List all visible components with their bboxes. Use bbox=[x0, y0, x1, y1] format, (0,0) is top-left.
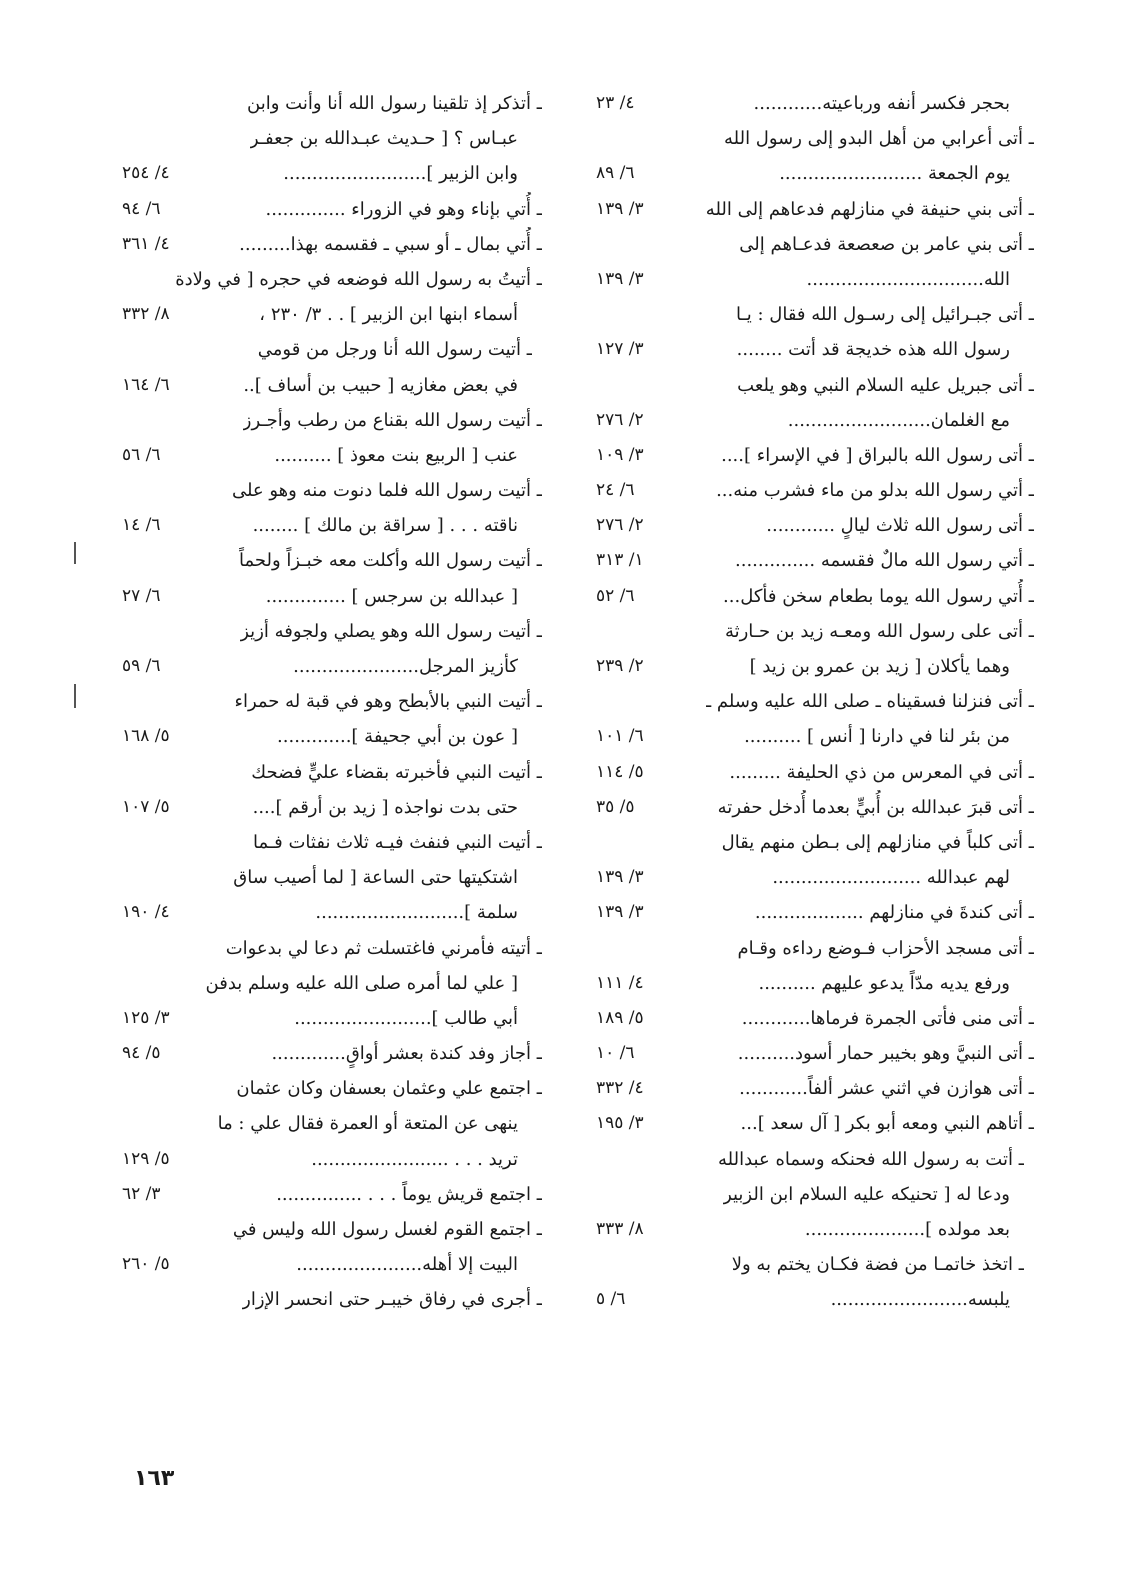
entry-text: ـ أتى بني عامر بن صعصعة فدعـاهم إلى bbox=[739, 233, 1034, 255]
entry-reference: ٣/ ١٣٩ bbox=[596, 268, 644, 289]
index-entry-line bbox=[596, 86, 1034, 121]
index-entry-line bbox=[596, 1142, 1034, 1177]
entry-text: اشتكيتها حتى الساعة [ لما أصيب ساق bbox=[233, 867, 518, 889]
entry-reference: ٨/ ٣٣٢ bbox=[122, 304, 170, 325]
index-entry-line bbox=[122, 790, 542, 825]
entry-text: ـ أتيت النبي فنفث فيـه ثلاث نفثات فـما bbox=[252, 831, 542, 853]
entry-reference: ٣/ ١٢٥ bbox=[122, 1007, 170, 1028]
index-entry-line bbox=[596, 895, 1034, 930]
entry-text: ـ أتى جبريل عليه السلام النبي وهو يلعب bbox=[737, 374, 1034, 396]
index-entry-line bbox=[596, 192, 1034, 227]
index-entry-line bbox=[122, 860, 542, 895]
entry-reference: ٥/ ١٨٩ bbox=[596, 1007, 644, 1028]
entry-reference: ٢/ ٢٣٩ bbox=[596, 656, 644, 676]
entry-text: ـ أتى مسجد الأحزاب فـوضع رداءه وقـام bbox=[737, 937, 1034, 959]
entry-reference: ١/ ٣١٣ bbox=[596, 550, 644, 571]
index-entry-line bbox=[122, 156, 542, 191]
entry-text: ـ أجرى في رفاق خيبـر حتى انحسر الإزار bbox=[242, 1289, 542, 1311]
index-entry-line bbox=[596, 649, 1034, 684]
index-entry-line bbox=[122, 1106, 542, 1141]
entry-text: ـ أتى أعرابي من أهل البدو إلى رسول الله bbox=[723, 128, 1034, 150]
entry-text: ـ أتى فنزلنا فسقيناه ـ صلى الله عليه وسلم ـ bbox=[705, 691, 1034, 713]
entry-reference: ٣/ ١٢٧ bbox=[596, 339, 644, 360]
entry-reference: ٦/ ٢٤ bbox=[596, 480, 635, 501]
entry-reference: ٤/ ٢٥٤ bbox=[122, 163, 170, 184]
entry-text: ـ أتيته فأمرني فاغتسلت ثم دعا لي بدعوات bbox=[225, 937, 542, 959]
entry-reference: ٣/ ١٩٥ bbox=[596, 1113, 644, 1134]
entry-text: ـ أتى قبرَ عبدالله بن أُبيٍّ بعدما أُدخل حفرته bbox=[717, 796, 1034, 818]
entry-text: ودعا له [ تحنيكه عليه السلام ابن الزبير bbox=[723, 1183, 1010, 1205]
index-entry-line bbox=[596, 579, 1034, 614]
entry-text: [ عبدالله بن سرجس ] .............. bbox=[265, 585, 518, 607]
entry-text: ـ أتيت رسول الله بقناع من رطب وأجـرز bbox=[242, 409, 542, 431]
index-entry-line bbox=[122, 368, 542, 403]
entry-reference: ٥/ ١١٤ bbox=[596, 761, 644, 782]
index-entry-line bbox=[596, 156, 1034, 191]
index-entry-line bbox=[596, 1036, 1034, 1071]
entry-reference: ٦/ ٨٩ bbox=[596, 163, 635, 184]
entry-reference: ٥/ ١٠٧ bbox=[122, 796, 170, 817]
index-entry-line bbox=[596, 1001, 1034, 1036]
entry-text: رسول الله هذه خديجة قد أتت ........ bbox=[736, 339, 1010, 361]
entry-reference: ٤/ ١١١ bbox=[596, 972, 644, 993]
entry-text: ـ أُتي رسول الله يوما بطعام سخن فأكل... bbox=[723, 585, 1034, 607]
entry-text: ـ أتيت النبي بالأبطح وهو في قبة له حمراء bbox=[234, 691, 542, 713]
entry-text: البيت إلا أهله...................... bbox=[296, 1254, 518, 1276]
entry-reference: ٥/ ٢٦٠ bbox=[122, 1254, 170, 1275]
entry-text: ـ أتى منى فأتى الجمرة فرماها............ bbox=[741, 1007, 1034, 1029]
index-entry-line bbox=[596, 368, 1034, 403]
index-entry-line bbox=[596, 473, 1034, 508]
entry-text: أبي طالب ]........................ bbox=[294, 1007, 518, 1029]
entry-reference: ٨/ ٣٣٣ bbox=[596, 1219, 644, 1239]
index-entry-line bbox=[596, 966, 1034, 1001]
page-number: ١٦٣ bbox=[134, 1466, 175, 1491]
index-column-right bbox=[596, 86, 1034, 1318]
entry-reference: ٥/ ٩٤ bbox=[122, 1043, 161, 1064]
entry-text: ـ أتى جبـرائيل إلى رسـول الله فقال : يـا bbox=[735, 304, 1034, 326]
index-entry-line bbox=[596, 790, 1034, 825]
entry-reference: ٦/ ٥٦ bbox=[122, 444, 161, 465]
index-entry-line bbox=[122, 1247, 542, 1282]
index-entry-line bbox=[596, 684, 1034, 719]
margin-mark bbox=[74, 542, 76, 564]
entry-text: ـ اتخذ خاتمـا من فضة فكـان يختم به ولا bbox=[731, 1254, 1024, 1276]
index-entry-line bbox=[122, 86, 542, 121]
index-entry-line bbox=[122, 332, 542, 367]
entry-text: ـ أتى بني حنيفة في منازلهم فدعاهم إلى الله bbox=[705, 198, 1034, 220]
entry-text: تريد . . . ........................ bbox=[311, 1148, 518, 1170]
index-entry-line bbox=[122, 1212, 542, 1247]
entry-reference: ٣/ ١٠٩ bbox=[596, 444, 644, 465]
entry-text: ـ أتذكر إذ تلقينا رسول الله أنا وأنت وابن bbox=[247, 93, 542, 114]
entry-text: ـ أتى هوازن في اثني عشر ألفاً............ bbox=[739, 1078, 1034, 1100]
entry-text: ـ أتى في المعرس من ذي الحليفة ......... bbox=[729, 761, 1034, 783]
entry-reference: ٤/ ١٩٠ bbox=[122, 902, 170, 923]
index-entry-line bbox=[122, 508, 542, 543]
entry-text: ـ أتي رسول الله بدلو من ماء فشرب منه... bbox=[716, 480, 1034, 502]
entry-reference: ٤/ ٣٦١ bbox=[122, 233, 170, 254]
entry-text: ـ أتى رسول الله بالبراق [ في الإسراء ].... bbox=[721, 444, 1034, 466]
index-entry-line bbox=[122, 719, 542, 754]
entry-text: لهم عبدالله .......................... bbox=[772, 867, 1010, 889]
index-entry-line bbox=[122, 1001, 542, 1036]
entry-reference: ٦/ ٥٢ bbox=[596, 585, 635, 606]
entry-reference: ٣/ ٦٢ bbox=[122, 1183, 161, 1204]
entry-text: ـ أتيت النبي فأخبرته بقضاء عليٍّ فضحك bbox=[251, 761, 542, 783]
index-entry-line bbox=[122, 931, 542, 966]
entry-text: بعد مولده ]..................... bbox=[804, 1219, 1010, 1240]
entry-text: في بعض مغازيه [ حبيب بن أساف ].. bbox=[243, 374, 518, 396]
entry-text: ـ أتى على رسول الله ومعـه زيد بن حـارثة bbox=[724, 620, 1034, 642]
index-entry-line bbox=[596, 508, 1034, 543]
index-entry-line bbox=[122, 297, 542, 332]
index-entry-line bbox=[596, 1177, 1034, 1212]
entry-text: ـ أتى رسول الله ثلاث ليالٍ ............ bbox=[766, 515, 1034, 537]
entry-text: ـ أتيت رسول الله فلما دنوت منه وهو على bbox=[231, 480, 542, 502]
entry-text: ـ اجتمع علي وعثمان بعسفان وكان عثمان bbox=[236, 1078, 542, 1100]
index-entry-line bbox=[596, 825, 1034, 860]
index-entry-line bbox=[596, 755, 1034, 790]
entry-reference: ٤/ ٣٣٢ bbox=[596, 1078, 644, 1099]
index-entry-line bbox=[596, 121, 1034, 156]
margin-mark bbox=[74, 684, 76, 708]
index-entry-line bbox=[596, 332, 1034, 367]
entry-text: بحجر فكسر أنفه ورباعيته............ bbox=[753, 93, 1010, 114]
index-entry-line bbox=[596, 1247, 1034, 1282]
index-entry-line bbox=[596, 262, 1034, 297]
index-entry-line bbox=[596, 719, 1034, 754]
index-entry-line bbox=[596, 403, 1034, 438]
entry-reference: ٣/ ١٣٩ bbox=[596, 867, 644, 888]
entry-text: ورفع يديه مدّاً يدعو عليهم .......... bbox=[758, 972, 1010, 994]
entry-text: عبـاس ؟ [ حـديث عبـدالله بن جعفـر bbox=[249, 128, 518, 150]
index-entry-line bbox=[596, 1071, 1034, 1106]
index-entry-line bbox=[122, 755, 542, 790]
entry-text: ـ أجاز وفد كندة بعشر أواقٍ............. bbox=[271, 1043, 542, 1065]
entry-text: ينهى عن المتعة أو العمرة فقال علي : ما bbox=[217, 1113, 518, 1135]
entry-reference: ٦/ ١٠١ bbox=[596, 726, 644, 747]
index-entry-line bbox=[596, 543, 1034, 578]
index-entry-line bbox=[122, 543, 542, 578]
index-entry-line bbox=[122, 684, 542, 719]
index-entry-line bbox=[122, 192, 542, 227]
entry-text: ـ أتيتُ به رسول الله فوضعه في حجره [ في ولادة bbox=[175, 268, 542, 290]
entry-text: يلبسه........................ bbox=[830, 1289, 1010, 1311]
entry-text: كأزيز المرجل...................... bbox=[293, 656, 518, 677]
entry-text: ـ أتيت رسول الله أنا ورجل من قومي bbox=[257, 339, 532, 361]
index-column-left bbox=[122, 86, 542, 1318]
index-entry-line bbox=[596, 931, 1034, 966]
entry-reference: ٥/ ٣٥ bbox=[596, 796, 635, 817]
index-entry-line bbox=[122, 121, 542, 156]
entry-text: ـ أتيت رسول الله وهو يصلي ولجوفه أزيز bbox=[240, 620, 542, 642]
index-entry-line bbox=[122, 1177, 542, 1212]
entry-reference: ٦/ ٥٩ bbox=[122, 656, 161, 676]
entry-text: ـ أُتي بإناء وهو في الزوراء .............. bbox=[265, 198, 542, 220]
index-entry-line bbox=[122, 1282, 542, 1317]
index-entry-line bbox=[122, 403, 542, 438]
entry-text: وابن الزبير ]......................... bbox=[283, 163, 518, 185]
entry-text: يوم الجمعة ......................... bbox=[779, 163, 1010, 185]
entry-reference: ٦/ ٢٧ bbox=[122, 585, 161, 606]
index-entry-line bbox=[596, 297, 1034, 332]
index-entry-line bbox=[596, 860, 1034, 895]
index-entry-line bbox=[596, 1212, 1034, 1247]
entry-text: الله............................... bbox=[806, 268, 1010, 290]
index-entry-line bbox=[596, 614, 1034, 649]
entry-reference: ٦/ ١٤ bbox=[122, 515, 161, 536]
entry-text: ـ أتى كلباً في منازلهم إلى بـطن منهم يقال bbox=[721, 831, 1034, 853]
entry-text: عنب [ الربيع بنت معوذ ] .......... bbox=[274, 444, 518, 466]
index-entry-line bbox=[122, 966, 542, 1001]
entry-text: ـ اجتمع قريش يوماً . . . ............... bbox=[276, 1183, 542, 1205]
index-entry-line bbox=[122, 262, 542, 297]
index-entry-line bbox=[122, 649, 542, 684]
entry-text: ناقته . . . [ سراقة بن مالك ] ........ bbox=[252, 515, 518, 537]
entry-text: [ عون بن أبي جحيفة ]............. bbox=[277, 726, 518, 748]
entry-reference: ٢/ ٢٧٦ bbox=[596, 409, 644, 430]
index-entry-line bbox=[122, 1036, 542, 1071]
entry-reference: ٦/ ١٦٤ bbox=[122, 374, 170, 395]
entry-text: ـ أُتي بمال ـ أو سبي ـ فقسمه بهذا......... bbox=[239, 233, 542, 255]
entry-text: ـ اجتمع القوم لغسل رسول الله وليس في bbox=[232, 1219, 542, 1240]
index-entry-line bbox=[122, 1071, 542, 1106]
entry-reference: ٤/ ٢٣ bbox=[596, 93, 635, 113]
entry-text: حتى بدت نواجذه [ زيد بن أرقم ].... bbox=[252, 796, 518, 818]
entry-text: سلمة ].......................... bbox=[315, 902, 518, 924]
entry-text: مع الغلمان......................... bbox=[787, 409, 1010, 431]
entry-text: ـ أتت به رسول الله فحنكه وسماه عبدالله bbox=[718, 1148, 1024, 1170]
entry-reference: ٣/ ١٣٩ bbox=[596, 198, 644, 219]
entry-text: [ علي لما أمره صلى الله عليه وسلم بدفن bbox=[205, 972, 518, 994]
entry-reference: ٦/ ٥ bbox=[596, 1289, 626, 1310]
index-entry-line bbox=[122, 825, 542, 860]
entry-text: وهما يأكلان [ زيد بن عمرو بن زيد ] bbox=[749, 656, 1010, 677]
index-entry-line bbox=[596, 438, 1034, 473]
entry-text: من بئر لنا في دارنا [ أنس ] .......... bbox=[744, 726, 1010, 748]
index-entry-line bbox=[122, 1142, 542, 1177]
entry-text: ـ أتيت رسول الله وأكلت معه خبـزاً ولحماً bbox=[238, 550, 542, 572]
entry-text: ـ أتي رسول الله مالٌ فقسمه .............. bbox=[735, 550, 1034, 572]
entry-text: ـ أتاهم النبي ومعه أبو بكر [ آل سعد ]... bbox=[740, 1113, 1034, 1135]
entry-text: ـ أتى النبيَّ وهو بخيبر حمار أسود.......... bbox=[737, 1043, 1034, 1065]
entry-reference: ٦/ ١٠ bbox=[596, 1043, 635, 1064]
entry-reference: ٥/ ١٦٨ bbox=[122, 726, 170, 747]
index-entry-line bbox=[122, 438, 542, 473]
index-entry-line bbox=[122, 579, 542, 614]
entry-reference: ٥/ ١٢٩ bbox=[122, 1148, 170, 1169]
index-entry-line bbox=[122, 473, 542, 508]
index-entry-line bbox=[596, 1106, 1034, 1141]
index-entry-line bbox=[596, 227, 1034, 262]
entry-reference: ٢/ ٢٧٦ bbox=[596, 515, 644, 536]
entry-text: أسماء ابنها ابن الزبير ] . . ٣/ ٢٣٠ ، bbox=[259, 304, 518, 326]
entry-reference: ٦/ ٩٤ bbox=[122, 198, 161, 219]
index-entry-line bbox=[122, 227, 542, 262]
index-entry-line bbox=[122, 895, 542, 930]
index-entry-line bbox=[596, 1282, 1034, 1317]
entry-reference: ٣/ ١٣٩ bbox=[596, 902, 644, 923]
index-entry-line bbox=[122, 614, 542, 649]
entry-text: ـ أتى كندةَ في منازلهم ................... bbox=[754, 902, 1034, 924]
